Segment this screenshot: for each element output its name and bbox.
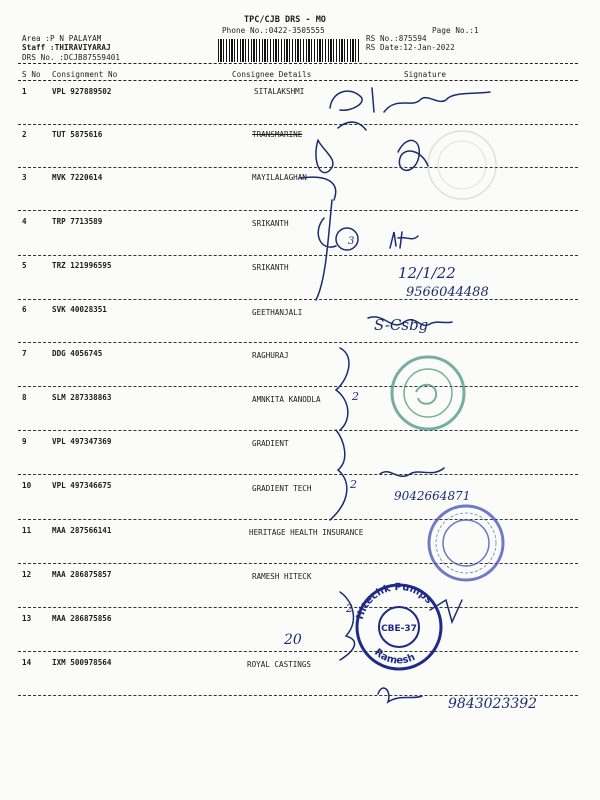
faint-stamp bbox=[428, 131, 496, 199]
row-11-consignee: HERITAGE HEALTH INSURANCE bbox=[249, 528, 364, 537]
page-number: Page No.:1 bbox=[432, 26, 479, 35]
col-signature: Signature bbox=[404, 70, 447, 79]
row-10-sno: 10 bbox=[22, 481, 32, 490]
row-14-consignee: ROYAL CASTINGS bbox=[247, 660, 312, 669]
hw-sig-1: S-Csbg bbox=[374, 316, 429, 334]
row-11-consignment: MAA 287566141 bbox=[52, 526, 112, 535]
row-divider bbox=[18, 474, 578, 475]
row-divider bbox=[18, 607, 578, 608]
col-consignment: Consignment No bbox=[52, 70, 118, 79]
row-9-consignment: VPL 497347369 bbox=[52, 437, 112, 446]
row-4-consignment: TRP 7713589 bbox=[52, 217, 103, 226]
signature-scribble bbox=[300, 88, 490, 702]
row-1-sno: 1 bbox=[22, 87, 27, 96]
hitechk-pumps-stamp bbox=[355, 582, 441, 669]
row-8-consignment: SLM 287338863 bbox=[52, 393, 112, 402]
blue-company-stamp bbox=[429, 506, 503, 580]
document-title: TPC/CJB DRS - MO bbox=[244, 15, 326, 25]
col-sno: S No bbox=[22, 70, 41, 79]
bracket-mark-3: 2 bbox=[350, 478, 357, 491]
row-2-consignee: TRANSMARINE bbox=[252, 130, 303, 139]
row-10-consignment: VPL 497346675 bbox=[52, 481, 112, 490]
row-divider bbox=[18, 210, 578, 211]
hw-phone-3: 9843023392 bbox=[448, 696, 538, 712]
bracket-mark-4: 2 bbox=[346, 602, 353, 615]
row-11-sno: 11 bbox=[22, 526, 32, 535]
row-12-consignment: MAA 286875857 bbox=[52, 570, 112, 579]
hw-phone-2: 9042664871 bbox=[394, 489, 471, 503]
row-divider bbox=[18, 342, 578, 343]
phone-number: Phone No.:0422-3505555 bbox=[222, 26, 325, 35]
row-4-consignee: SRIKANTH bbox=[252, 219, 289, 228]
row-12-consignee: RAMESH HITECK bbox=[252, 572, 312, 581]
hw-phone-1: 9566044488 bbox=[406, 285, 489, 300]
header-divider bbox=[18, 63, 578, 64]
row-8-consignee: AMNKITA KANODLA bbox=[252, 395, 321, 404]
row-5-consignee: SRIKANTH bbox=[252, 263, 289, 272]
rs-date: RS Date:12-Jan-2022 bbox=[366, 43, 455, 52]
drs-number: DRS No. :DCJB87559401 bbox=[22, 53, 121, 62]
row-2-sno: 2 bbox=[22, 130, 27, 139]
row-4-sno: 4 bbox=[22, 217, 27, 226]
row-12-sno: 12 bbox=[22, 570, 32, 579]
bracket-mark-2: 2 bbox=[352, 390, 359, 403]
row-6-sno: 6 bbox=[22, 305, 27, 314]
stamp-outer-text: Hitechk Pumps bbox=[354, 581, 435, 621]
row-5-consignment: TRZ 121996595 bbox=[52, 261, 112, 270]
row-divider bbox=[18, 563, 578, 564]
row-8-sno: 8 bbox=[22, 393, 27, 402]
hw-date: 12/1/22 bbox=[398, 264, 456, 282]
row-divider bbox=[18, 255, 578, 256]
green-stamp bbox=[392, 357, 464, 429]
bracket-mark-1: 3 bbox=[348, 236, 355, 247]
area-label: Area :P N PALAYAM bbox=[22, 34, 102, 43]
row-divider bbox=[18, 695, 578, 696]
row-3-consignee: MAYILALAGHAN bbox=[252, 173, 307, 182]
col-consignee: Consignee Details bbox=[232, 70, 312, 79]
row-3-sno: 3 bbox=[22, 173, 27, 182]
stamp-center-text: CBE-37 bbox=[381, 624, 417, 634]
row-divider bbox=[18, 299, 578, 300]
row-2-consignment: TUT 5875616 bbox=[52, 130, 103, 139]
rs-number: RS No.:875594 bbox=[366, 34, 427, 43]
row-1-consignee: SITALAKSHMI bbox=[254, 87, 305, 96]
barcode bbox=[218, 39, 360, 62]
row-divider bbox=[18, 519, 578, 520]
svg-text:Ramesh bbox=[372, 647, 417, 667]
row-13-sno: 13 bbox=[22, 614, 32, 623]
column-divider bbox=[18, 80, 578, 81]
row-7-consignment: DDG 4056745 bbox=[52, 349, 103, 358]
row-6-consignment: SVK 40028351 bbox=[52, 305, 107, 314]
row-9-consignee: GRADIENT bbox=[252, 439, 289, 448]
row-7-sno: 7 bbox=[22, 349, 27, 358]
row-divider bbox=[18, 651, 578, 652]
row-13-consignment: MAA 286875856 bbox=[52, 614, 112, 623]
row-divider bbox=[18, 167, 578, 168]
row-14-sno: 14 bbox=[22, 658, 32, 667]
row-14-consignment: IXM 500978564 bbox=[52, 658, 112, 667]
row-3-consignment: MVK 7220614 bbox=[52, 173, 103, 182]
row-1-consignment: VPL 927889502 bbox=[52, 87, 112, 96]
row-7-consignee: RAGHURAJ bbox=[252, 351, 289, 360]
svg-text:Hitechk Pumps bbox=[355, 582, 434, 621]
row-10-consignee: GRADIENT TECH bbox=[252, 484, 312, 493]
row-5-sno: 5 bbox=[22, 261, 27, 270]
row-divider bbox=[18, 124, 578, 125]
stamp-lower-text: Ramesh bbox=[372, 646, 417, 667]
row-divider bbox=[18, 386, 578, 387]
row-9-sno: 9 bbox=[22, 437, 27, 446]
hw-count-mark: 20 bbox=[284, 632, 302, 648]
row-divider bbox=[18, 430, 578, 431]
row-6-consignee: GEETHANJALI bbox=[252, 308, 303, 317]
staff-label: Staff :THIRAVIYARAJ bbox=[22, 43, 111, 52]
